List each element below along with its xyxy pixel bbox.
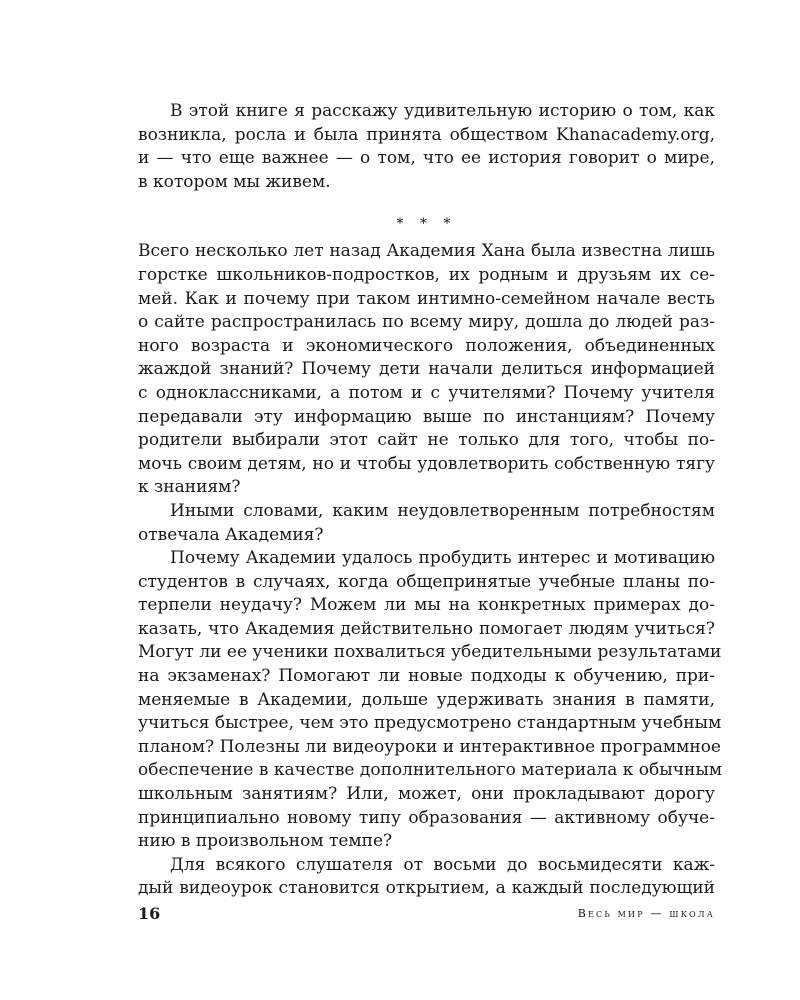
text-line: с одноклассниками, а потом и с учителями? Почему учителя [138, 382, 715, 403]
text-line: планом? Полезны ли видеоуроки и интерактивное программное [138, 736, 721, 757]
paragraph [138, 854, 715, 901]
text-line: учиться быстрее, чем это предусмотрено стандартным учебным [138, 713, 722, 734]
running-head: Весь мир — школа [577, 907, 715, 920]
text-line: дый видеоурок становится открытием, а каждый последующий [138, 878, 715, 899]
text-line: Почему Академии удалось пробудить интерес и мотивацию [170, 548, 715, 569]
page-body [138, 100, 723, 901]
page-footer [138, 902, 715, 926]
text-line: мочь своим детям, но и чтобы удовлетворить собственную тягу [138, 453, 715, 474]
text-line: Иными словами, каким неудовлетворенным потребностям [170, 500, 715, 521]
text-line: к знаниям? [138, 477, 241, 498]
text-line: принципиально новому типу образования — активному обуче- [138, 807, 715, 828]
text-line: на экзаменах? Помогают ли новые подходы к обучению, при- [138, 666, 715, 687]
intro-paragraph [138, 100, 715, 194]
text-line: возникла, росла и была принята обществом Khanacademy.org, [138, 124, 715, 145]
text-line: и — что еще важнее — о том, что ее история говорит о мире, [138, 148, 715, 169]
text-line: ного возраста и экономического положения, объединенных [138, 335, 715, 356]
text-line: нию в произвольном темпе? [138, 831, 393, 852]
text-line: Всего несколько лет назад Академия Хана была известна лишь [138, 241, 715, 262]
text-line: обеспечение в качестве дополнительного материала к обычным [138, 760, 723, 781]
text-line: Могут ли ее ученики похвалиться убедительными результатами [138, 642, 722, 663]
text-line: родители выбирали этот сайт не только для того, чтобы по- [138, 430, 715, 451]
section-break: * * * [396, 216, 457, 233]
paragraph [138, 240, 715, 500]
page-number: 16 [138, 904, 161, 923]
text-line: мей. Как и почему при таком интимно-семейном начале весть [138, 288, 715, 309]
text-line: о сайте распространилась по всему миру, дошла до людей раз- [138, 312, 715, 333]
paragraph [138, 547, 723, 854]
text-line: в котором мы живем. [138, 171, 331, 192]
text-line: казать, что Академия действительно помогает людям учиться? [138, 618, 715, 639]
text-line: меняемые в Академии, дольше удерживать знания в памяти, [138, 689, 715, 710]
text-line: отвечала Академия? [138, 524, 324, 545]
text-line: горстке школьников-подростков, их родным и друзьям их се- [138, 264, 715, 285]
text-line: школьным занятиям? Или, может, они прокладывают дорогу [138, 784, 715, 805]
text-line: студентов в случаях, когда общепринятые учебные планы по- [138, 571, 715, 592]
text-line: жаждой знаний? Почему дети начали делиться информацией [138, 359, 715, 380]
paragraph [138, 500, 715, 547]
text-line: Для всякого слушателя от восьми до восьмидесяти каж- [170, 854, 715, 875]
text-line: передавали эту информацию выше по инстанциям? Почему [138, 406, 715, 427]
text-line: терпели неудачу? Можем ли мы на конкретных примерах до- [138, 595, 715, 616]
text-line: В этой книге я расскажу удивительную историю о том, как [170, 101, 715, 121]
